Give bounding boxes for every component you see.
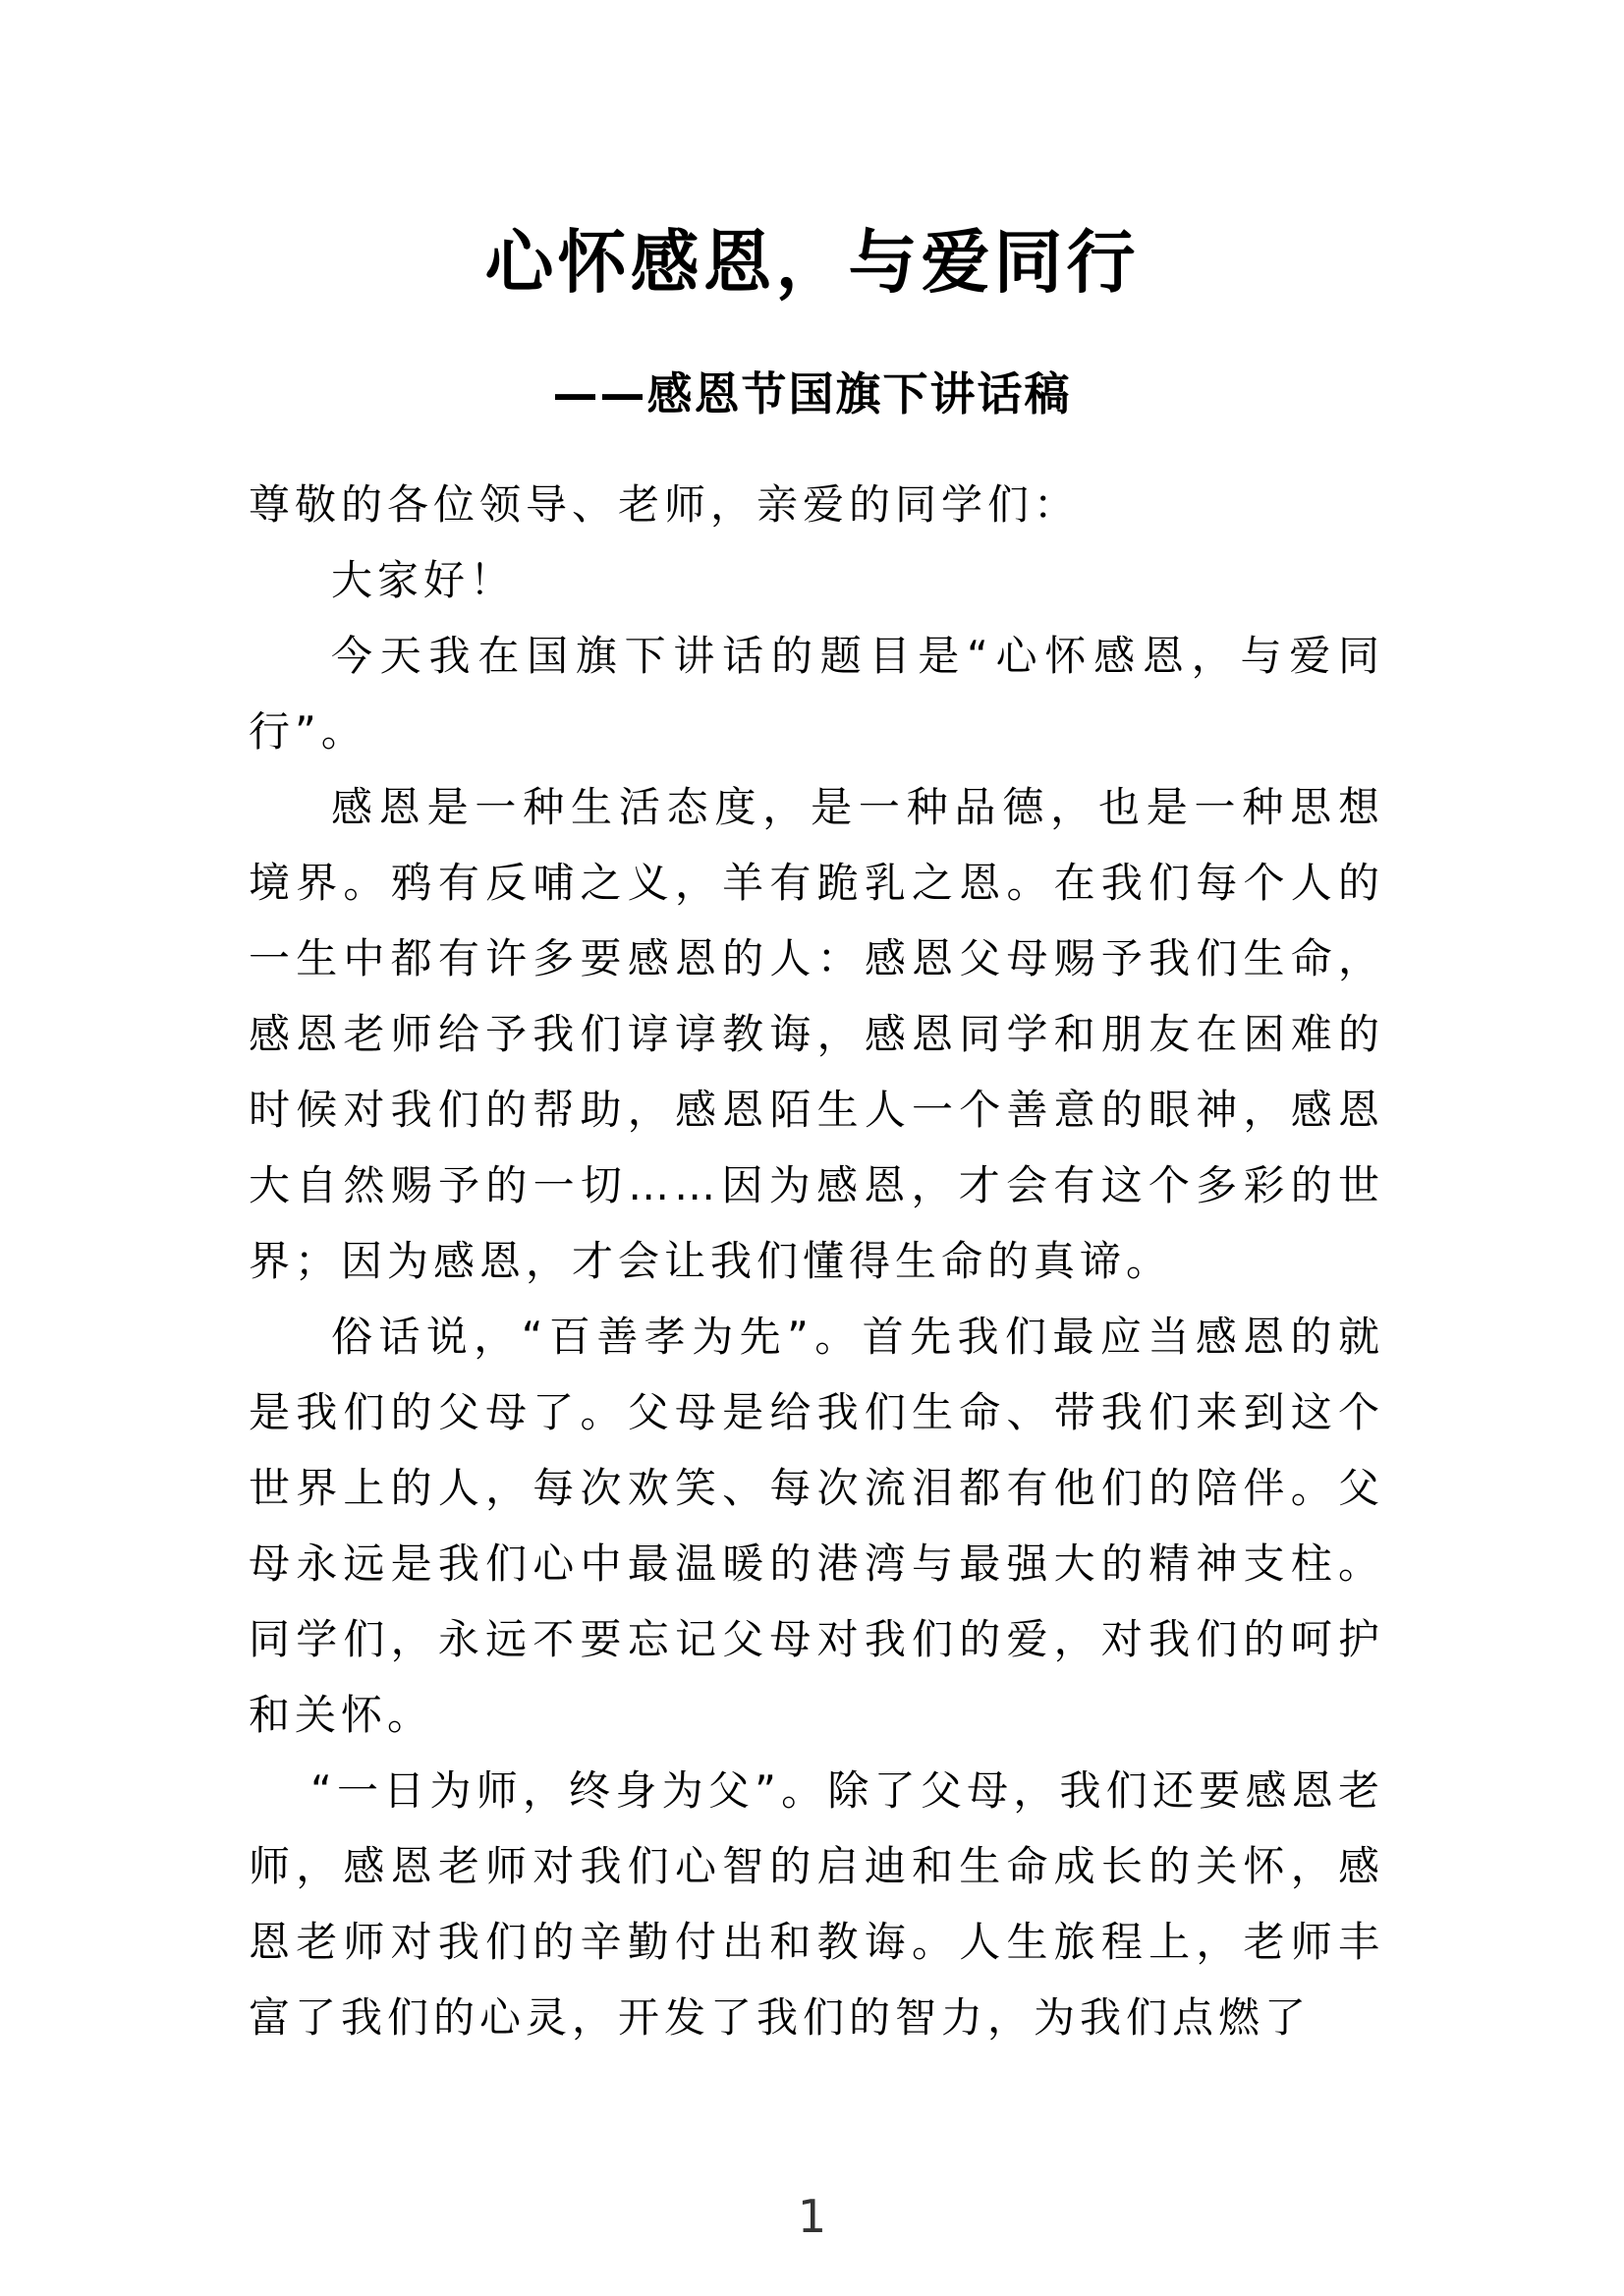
document-subtitle: ——感恩节国旗下讲话稿 [552,367,1072,420]
page-number: 1 [797,2190,827,2243]
paragraph: 俗话说，“百善孝为先”。首先我们最应当感恩的就是我们的父母了。父母是给我们生命、带我们来到这个世界上的人，每次欢笑、每次流泪都有他们的陪伴。父母永远是我们心中最温暖的港湾与最强大的精神支柱。同学们，永远不要忘记父母对我们的爱，对我们的呵护和关怀。 [249,1313,1384,1739]
document-body [249,467,1384,2055]
paragraph: 大家好！ [331,556,517,604]
paragraph: 今天我在国旗下讲话的题目是“心怀感恩，与爱同行”。 [249,632,1384,756]
paragraph: 感恩是一种生活态度，是一种品德，也是一种思想境界。鸦有反哺之义，羊有跪乳之恩。在我们每个人的一生中都有许多要感恩的人：感恩父母赐予我们生命，感恩老师给予我们谆谆教诲，感恩同学和朋友在困难的时候对我们的帮助，感恩陌生人一个善意的眼神，感恩大自然赐予的一切……因为感恩，才会有这个多彩的世界；因为感恩，才会让我们懂得生命的真谛。 [249,783,1384,1285]
salutation: 尊敬的各位领导、老师，亲爱的同学们： [249,480,1081,529]
document-title: 心怀感恩，与爱同行 [484,222,1140,303]
paragraph: “一日为师，终身为父”。除了父母，我们还要感恩老师，感恩老师对我们心智的启迪和生命成长的关怀，感恩老师对我们的辛勤付出和教诲。人生旅程上，老师丰富了我们的心灵，开发了我们的智力，为我们点燃了 [249,1766,1384,2042]
